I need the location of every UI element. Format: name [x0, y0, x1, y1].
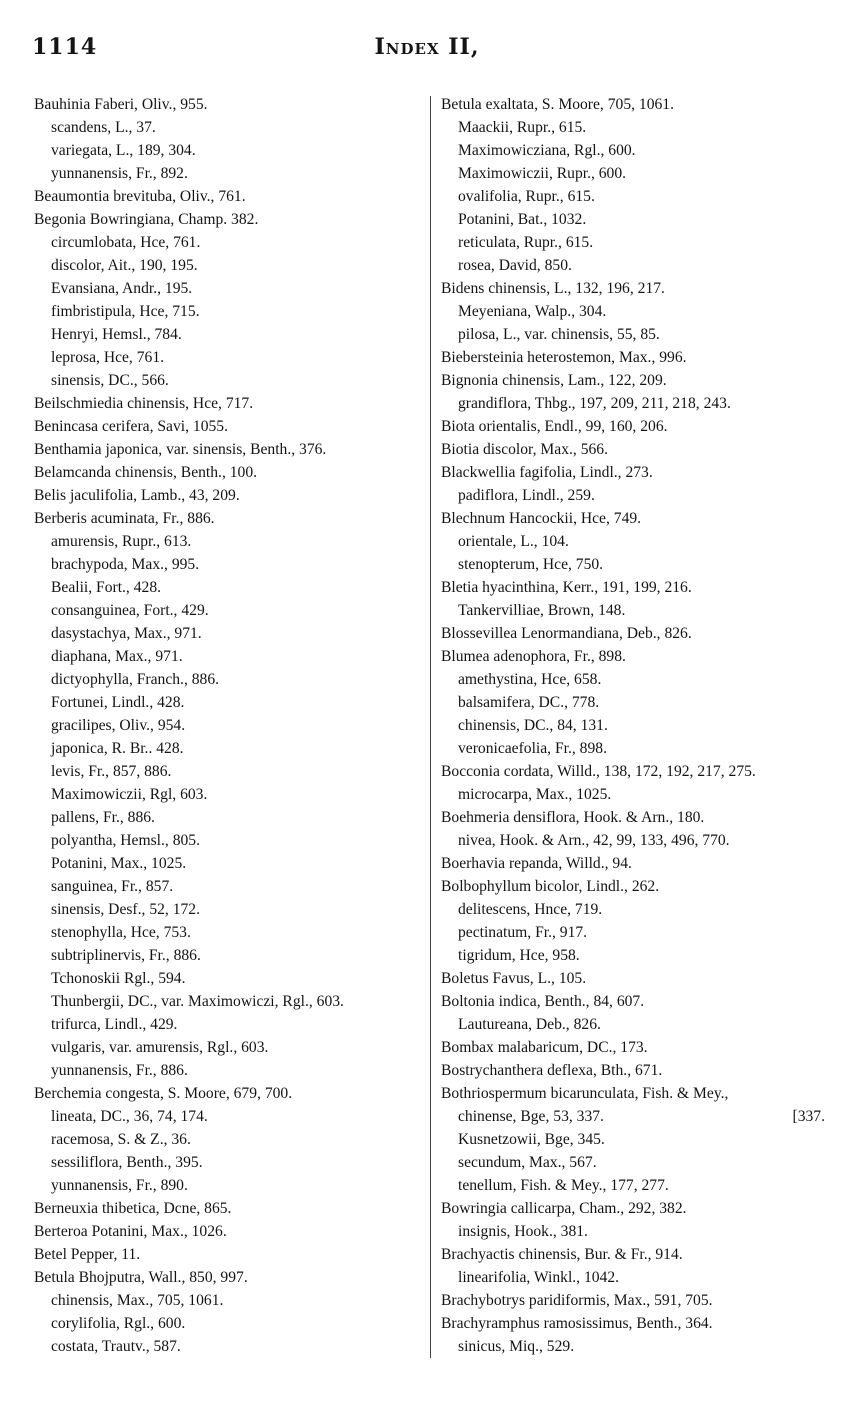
entry-text: stenophylla, Hce, 753. [51, 924, 191, 941]
index-entry [34, 507, 426, 530]
entry-text: Biotia discolor, Max., 566. [441, 441, 608, 458]
index-entry [34, 1266, 426, 1289]
entry-text: Berneuxia thibetica, Dcne, 865. [34, 1200, 232, 1217]
index-entry [34, 1197, 426, 1220]
entry-text: subtriplinervis, Fr., 886. [51, 947, 201, 964]
index-subentry [34, 1036, 426, 1059]
index-subentry [441, 1105, 833, 1128]
index-column-right [441, 93, 833, 1358]
index-subentry [34, 967, 426, 990]
entry-text: Lautureana, Deb., 826. [458, 1016, 601, 1033]
index-entry [441, 576, 833, 599]
entry-text: leprosa, Hce, 761. [51, 349, 165, 366]
entry-text: Boehmeria densiflora, Hook. & Arn., 180. [441, 809, 705, 826]
index-subentry [441, 737, 833, 760]
entry-text: orientale, L., 104. [458, 533, 569, 550]
entry-text: Bombax malabaricum, DC., 173. [441, 1039, 648, 1056]
index-subentry [34, 162, 426, 185]
entry-text: circumlobata, Hce, 761. [51, 234, 201, 251]
index-entry [34, 484, 426, 507]
index-entry [34, 1220, 426, 1243]
entry-text: fimbristipula, Hce, 715. [51, 303, 200, 320]
entry-text: Blackwellia fagifolia, Lindl., 273. [441, 464, 653, 481]
index-subentry [441, 254, 833, 277]
index-subentry [34, 875, 426, 898]
index-subentry [34, 691, 426, 714]
index-entry [441, 1036, 833, 1059]
index-subentry [34, 645, 426, 668]
index-entry [441, 622, 833, 645]
index-entry [441, 990, 833, 1013]
index-entry [34, 185, 426, 208]
index-subentry [34, 254, 426, 277]
index-entry [441, 461, 833, 484]
page-number: 1114 [32, 34, 98, 60]
entry-text: Kusnetzowii, Bge, 345. [458, 1131, 605, 1148]
entry-text: grandiflora, Thbg., 197, 209, 211, 218, 243. [458, 395, 731, 412]
entry-text: Bowringia callicarpa, Cham., 292, 382. [441, 1200, 687, 1217]
entry-text: Beilschmiedia chinensis, Hce, 717. [34, 395, 254, 412]
entry-text: corylifolia, Rgl., 600. [51, 1315, 186, 1332]
entry-text: dictyophylla, Franch., 886. [51, 671, 220, 688]
index-entry [441, 415, 833, 438]
index-entry [34, 392, 426, 415]
index-subentry [441, 185, 833, 208]
index-entry [34, 461, 426, 484]
entry-text: delitescens, Hnce, 719. [458, 901, 603, 918]
entry-text: Biota orientalis, Endl., 99, 160, 206. [441, 418, 668, 435]
entry-text: Betula Bhojputra, Wall., 850, 997. [34, 1269, 248, 1286]
entry-text: reticulata, Rupr., 615. [458, 234, 594, 251]
entry-text: lineata, DC., 36, 74, 174. [51, 1108, 208, 1125]
entry-text: sinicus, Miq., 529. [458, 1338, 575, 1355]
index-subentry [34, 553, 426, 576]
index-subentry [441, 323, 833, 346]
index-column-left [34, 93, 426, 1358]
index-subentry [441, 898, 833, 921]
entry-text: Boerhavia repanda, Willd., 94. [441, 855, 632, 872]
entry-text: linearifolia, Winkl., 1042. [458, 1269, 620, 1286]
entry-text: Tankervilliae, Brown, 148. [458, 602, 626, 619]
index-subentry [441, 553, 833, 576]
index-subentry [34, 898, 426, 921]
entry-text: Thunbergii, DC., var. Maximowiczi, Rgl., 603. [51, 993, 344, 1010]
entry-text: Berchemia congesta, S. Moore, 679, 700. [34, 1085, 293, 1102]
entry-text: veronicaefolia, Fr., 898. [458, 740, 607, 757]
index-subentry [34, 1174, 426, 1197]
entry-text: insignis, Hook., 381. [458, 1223, 588, 1240]
index-subentry [441, 668, 833, 691]
entry-text: Betula exaltata, S. Moore, 705, 1061. [441, 96, 674, 113]
running-title: Index II, [374, 34, 480, 60]
entry-text: racemosa, S. & Z., 36. [51, 1131, 191, 1148]
entry-text: stenopterum, Hce, 750. [458, 556, 604, 573]
entry-text: amethystina, Hce, 658. [458, 671, 602, 688]
entry-text: Bealii, Fort., 428. [51, 579, 162, 596]
entry-text: Henryi, Hemsl., 784. [51, 326, 182, 343]
entry-text: chinense, Bge, 53, 337. [458, 1108, 604, 1125]
index-subentry [34, 714, 426, 737]
index-subentry [441, 944, 833, 967]
entry-text: Maximowiczii, Rgl, 603. [51, 786, 208, 803]
index-entry [441, 1312, 833, 1335]
entry-text: nivea, Hook. & Arn., 42, 99, 133, 496, 770. [458, 832, 730, 849]
index-subentry [441, 829, 833, 852]
index-subentry [34, 783, 426, 806]
entry-text: pallens, Fr., 886. [51, 809, 155, 826]
entry-text: secundum, Max., 567. [458, 1154, 597, 1171]
entry-text: Begonia Bowringiana, Champ. 382. [34, 211, 259, 228]
entry-text: chinensis, DC., 84, 131. [458, 717, 608, 734]
index-subentry [441, 1174, 833, 1197]
index-subentry [34, 369, 426, 392]
entry-text: brachypoda, Max., 995. [51, 556, 200, 573]
entry-text: Bocconia cordata, Willd., 138, 172, 192, 217, 275. [441, 763, 756, 780]
entry-text: Berteroa Potanini, Max., 1026. [34, 1223, 227, 1240]
index-subentry [34, 1105, 426, 1128]
entry-text: Boletus Favus, L., 105. [441, 970, 587, 987]
entry-text: Berberis acuminata, Fr., 886. [34, 510, 215, 527]
entry-text: Betel Pepper, 11. [34, 1246, 141, 1263]
entry-text: balsamifera, DC., 778. [458, 694, 600, 711]
index-subentry [34, 1289, 426, 1312]
index-subentry [34, 990, 426, 1013]
entry-text: gracilipes, Oliv., 954. [51, 717, 186, 734]
index-entry [34, 438, 426, 461]
index-subentry [34, 139, 426, 162]
index-entry [441, 760, 833, 783]
entry-text: sessiliflora, Benth., 395. [51, 1154, 203, 1171]
index-entry [441, 875, 833, 898]
entry-text: Belis jaculifolia, Lamb., 43, 209. [34, 487, 240, 504]
entry-text: Blumea adenophora, Fr., 898. [441, 648, 626, 665]
entry-text: amurensis, Rupr., 613. [51, 533, 192, 550]
index-subentry [34, 116, 426, 139]
entry-text: sinensis, DC., 566. [51, 372, 169, 389]
index-subentry [441, 1151, 833, 1174]
index-subentry [34, 346, 426, 369]
index-entry [441, 645, 833, 668]
entry-text: tigridum, Hce, 958. [458, 947, 580, 964]
entry-text: Beaumontia brevituba, Oliv., 761. [34, 188, 246, 205]
index-subentry [34, 1151, 426, 1174]
index-entry [34, 208, 426, 231]
index-subentry [441, 392, 833, 415]
index-subentry [34, 1059, 426, 1082]
index-subentry [441, 1266, 833, 1289]
index-entry [441, 346, 833, 369]
index-entry [441, 1059, 833, 1082]
index-subentry [34, 576, 426, 599]
index-entry [34, 415, 426, 438]
index-subentry [34, 760, 426, 783]
entry-text: Bletia hyacinthina, Kerr., 191, 199, 216. [441, 579, 692, 596]
entry-text: Fortunei, Lindl., 428. [51, 694, 185, 711]
entry-text: Bauhinia Faberi, Oliv., 955. [34, 96, 208, 113]
entry-text: Evansiana, Andr., 195. [51, 280, 193, 297]
entry-text: vulgaris, var. amurensis, Rgl., 603. [51, 1039, 269, 1056]
index-entry [441, 507, 833, 530]
index-subentry [34, 921, 426, 944]
column-divider [430, 96, 431, 1358]
index-entry [441, 438, 833, 461]
index-subentry [34, 1128, 426, 1151]
entry-text: Tchonoskii Rgl., 594. [51, 970, 186, 987]
entry-text: Blechnum Hancockii, Hce, 749. [441, 510, 642, 527]
index-subentry [441, 783, 833, 806]
entry-text: polyantha, Hemsl., 805. [51, 832, 200, 849]
index-entry [34, 1243, 426, 1266]
index-subentry [34, 1013, 426, 1036]
entry-text: levis, Fr., 857, 886. [51, 763, 172, 780]
entry-text: Benincasa cerifera, Savi, 1055. [34, 418, 228, 435]
entry-text: discolor, Ait., 190, 195. [51, 257, 198, 274]
index-subentry [441, 300, 833, 323]
entry-text: consanguinea, Fort., 429. [51, 602, 209, 619]
index-subentry [34, 829, 426, 852]
entry-text: Bidens chinensis, L., 132, 196, 217. [441, 280, 665, 297]
index-entry [441, 93, 833, 116]
entry-text: Benthamia japonica, var. sinensis, Benth., 376. [34, 441, 327, 458]
entry-text: Bolbophyllum bicolor, Lindl., 262. [441, 878, 660, 895]
entry-text: yunnanensis, Fr., 886. [51, 1062, 188, 1079]
index-entry [34, 93, 426, 116]
entry-text: Bignonia chinensis, Lam., 122, 209. [441, 372, 667, 389]
index-subentry [441, 231, 833, 254]
entry-text: sanguinea, Fr., 857. [51, 878, 174, 895]
entry-text: chinensis, Max., 705, 1061. [51, 1292, 224, 1309]
index-subentry [441, 1220, 833, 1243]
entry-text: Biebersteinia heterostemon, Max., 996. [441, 349, 687, 366]
index-subentry [441, 484, 833, 507]
entry-text: rosea, David, 850. [458, 257, 572, 274]
index-entry [34, 1082, 426, 1105]
index-subentry [34, 323, 426, 346]
entry-text: Brachybotrys paridiformis, Max., 591, 705. [441, 1292, 713, 1309]
entry-text: dasystachya, Max., 971. [51, 625, 202, 642]
index-subentry [441, 691, 833, 714]
entry-text: yunnanensis, Fr., 890. [51, 1177, 188, 1194]
entry-text: diaphana, Max., 971. [51, 648, 183, 665]
index-entry [441, 1197, 833, 1220]
index-subentry [441, 599, 833, 622]
index-subentry [34, 806, 426, 829]
index-entry [441, 852, 833, 875]
entry-text: costata, Trautv., 587. [51, 1338, 181, 1355]
index-subentry [34, 622, 426, 645]
index-subentry [441, 530, 833, 553]
index-subentry [34, 300, 426, 323]
index-subentry [34, 668, 426, 691]
index-subentry [34, 944, 426, 967]
entry-text: Potanini, Max., 1025. [51, 855, 187, 872]
entry-text: padiflora, Lindl., 259. [458, 487, 595, 504]
entry-text: Brachyramphus ramosissimus, Benth., 364. [441, 1315, 713, 1332]
index-subentry [441, 139, 833, 162]
entry-text: Blossevillea Lenormandiana, Deb., 826. [441, 625, 692, 642]
entry-text: Belamcanda chinensis, Benth., 100. [34, 464, 258, 481]
index-entry [441, 277, 833, 300]
index-entry [441, 967, 833, 990]
entry-continuation: [337. [792, 1108, 825, 1125]
index-subentry [441, 921, 833, 944]
index-subentry [34, 599, 426, 622]
entry-text: Maximowicziana, Rgl., 600. [458, 142, 636, 159]
page-header [32, 34, 822, 64]
entry-text: Maackii, Rupr., 615. [458, 119, 587, 136]
entry-text: Brachyactis chinensis, Bur. & Fr., 914. [441, 1246, 683, 1263]
index-subentry [34, 277, 426, 300]
index-entry [441, 806, 833, 829]
entry-text: Meyeniana, Walp., 304. [458, 303, 607, 320]
entry-text: pectinatum, Fr., 917. [458, 924, 588, 941]
index-entry [441, 369, 833, 392]
entry-text: variegata, L., 189, 304. [51, 142, 196, 159]
index-subentry [441, 162, 833, 185]
index-subentry [441, 1128, 833, 1151]
index-entry [441, 1289, 833, 1312]
index-subentry [441, 116, 833, 139]
index-entry [441, 1082, 833, 1105]
index-subentry [34, 231, 426, 254]
entry-text: Potanini, Bat., 1032. [458, 211, 587, 228]
entry-text: pilosa, L., var. chinensis, 55, 85. [458, 326, 660, 343]
entry-text: yunnanensis, Fr., 892. [51, 165, 188, 182]
index-subentry [441, 714, 833, 737]
index-entry [441, 1243, 833, 1266]
index-subentry [34, 1312, 426, 1335]
index-subentry [34, 737, 426, 760]
entry-text: Boltonia indica, Benth., 84, 607. [441, 993, 645, 1010]
index-subentry [34, 852, 426, 875]
entry-text: trifurca, Lindl., 429. [51, 1016, 178, 1033]
index-subentry [34, 1335, 426, 1358]
index-subentry [441, 208, 833, 231]
entry-text: scandens, L., 37. [51, 119, 156, 136]
index-subentry [34, 530, 426, 553]
entry-text: microcarpa, Max., 1025. [458, 786, 612, 803]
entry-text: japonica, R. Br.. 428. [51, 740, 184, 757]
entry-text: tenellum, Fish. & Mey., 177, 277. [458, 1177, 669, 1194]
entry-text: Maximowiczii, Rupr., 600. [458, 165, 627, 182]
index-subentry [441, 1013, 833, 1036]
entry-text: Bothriospermum bicarunculata, Fish. & Mey., [441, 1085, 729, 1102]
entry-text: ovalifolia, Rupr., 615. [458, 188, 595, 205]
index-subentry [441, 1335, 833, 1358]
entry-text: Bostrychanthera deflexa, Bth., 671. [441, 1062, 663, 1079]
entry-text: sinensis, Desf., 52, 172. [51, 901, 201, 918]
